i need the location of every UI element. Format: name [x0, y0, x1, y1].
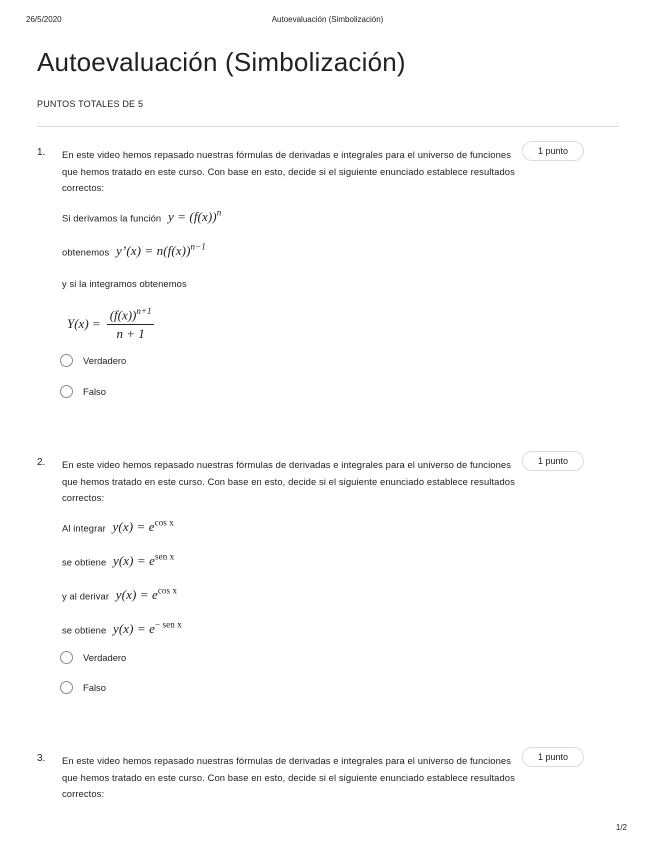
radio-button[interactable] — [60, 681, 73, 694]
question-number: 3. — [37, 753, 46, 764]
total-points-label: PUNTOS TOTALES DE 5 — [37, 99, 144, 109]
statement-label: y si la integramos obtenemos — [62, 278, 187, 289]
header-divider — [37, 126, 619, 127]
option-label: Verdadero — [83, 652, 127, 663]
radio-button[interactable] — [60, 354, 73, 367]
formula: y’(x) = $n(f(x))^{n-1}$ — [116, 242, 206, 259]
fraction-formula — [67, 306, 154, 342]
statement-label: Si derivamos la función — [62, 212, 162, 224]
question-number: 2. — [37, 457, 46, 468]
statement-2 — [62, 552, 174, 569]
statement-label: se obtiene — [62, 624, 107, 636]
points-badge: 1 punto — [522, 141, 584, 161]
statement-1 — [62, 208, 221, 225]
points-badge: 1 punto — [522, 451, 584, 471]
statement-label: obtenemos — [62, 246, 110, 258]
points-badge: 1 punto — [522, 747, 584, 767]
question-text: En este video hemos repasado nuestras fórmulas de derivadas e integrales para el universo de funciones que hemos tratado en este curso. Con base en esto, decide si el siguiente enunciado establece resultados correctos: — [62, 149, 515, 193]
statement-label: y al derivar — [62, 590, 110, 602]
print-date: 26/5/2020 — [26, 15, 62, 24]
statement-4 — [62, 620, 182, 637]
option-falso[interactable] — [60, 385, 106, 398]
question-number: 1. — [37, 147, 46, 158]
radio-button[interactable] — [60, 385, 73, 398]
fraction-numerator: $(f(x))^{n+1}$ — [107, 306, 155, 325]
statement-label: se obtiene — [62, 556, 107, 568]
question-text: En este video hemos repasado nuestras fórmulas de derivadas e integrales para el universo de funciones que hemos tratado en este curso. Con base en esto, decide si el siguiente enunciado establece resultados correctos: — [62, 755, 515, 799]
formula: $y(x) = e^{sen x}$ — [112, 552, 175, 569]
statement-3 — [62, 278, 187, 289]
formula: $y(x) = e^{- sen x}$ — [112, 620, 182, 637]
question-text: En este video hemos repasado nuestras fórmulas de derivadas e integrales para el universo de funciones que hemos tratado en este curso. Con base en esto, decide si el siguiente enunciado establece resultados correctos: — [62, 459, 515, 503]
radio-button[interactable] — [60, 651, 73, 664]
formula: $y = (f(x))^n$ — [167, 208, 222, 225]
formula: $y(x) = e^{cos x}$ — [112, 518, 174, 535]
fraction-lhs: Y(x) = — [67, 316, 101, 332]
fraction-denominator: n + 1 — [116, 326, 145, 342]
option-label: Falso — [83, 682, 106, 693]
option-label: Verdadero — [83, 355, 127, 366]
formula: $y(x) = e^{cos x}$ — [115, 586, 178, 603]
statement-3 — [62, 586, 177, 603]
statement-2 — [62, 242, 206, 259]
option-verdadero[interactable] — [60, 354, 126, 367]
fraction — [107, 306, 155, 342]
option-falso[interactable] — [60, 681, 106, 694]
option-label: Falso — [83, 386, 106, 397]
page-number: 1/2 — [615, 823, 627, 832]
statement-label: Al integrar — [62, 522, 106, 534]
form-title: Autoevaluación (Simbolización) — [37, 47, 406, 77]
print-header-title: Autoevaluación (Simbolización) — [271, 15, 384, 24]
option-verdadero[interactable] — [60, 651, 126, 664]
statement-1 — [62, 518, 174, 535]
